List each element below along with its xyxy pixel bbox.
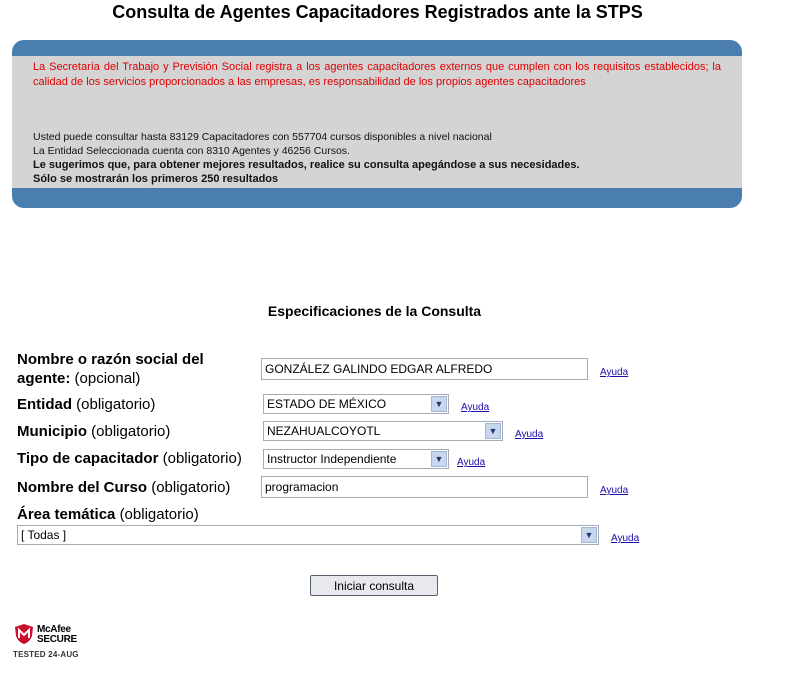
tipo-select[interactable] bbox=[263, 449, 449, 469]
entidad-select[interactable] bbox=[263, 394, 449, 414]
nombre-req: (opcional) bbox=[74, 370, 141, 387]
curso-label bbox=[17, 478, 230, 497]
info-line-entidad: La Entidad Seleccionada cuenta con 8310 Agentes y 46256 Cursos. bbox=[33, 145, 350, 157]
entidad-label-text: Entidad bbox=[17, 396, 72, 413]
mcafee-secure-badge[interactable] bbox=[13, 623, 103, 668]
info-panel bbox=[12, 40, 742, 208]
entidad-label bbox=[17, 395, 155, 414]
entidad-help-link[interactable]: Ayuda bbox=[461, 402, 490, 413]
area-select-value: [ Todas ] bbox=[21, 528, 67, 542]
curso-req: (obligatorio) bbox=[151, 479, 231, 496]
municipio-label bbox=[17, 422, 170, 441]
area-select[interactable] bbox=[17, 525, 599, 545]
mcafee-brand-top: McAfee bbox=[37, 624, 71, 635]
area-label bbox=[17, 505, 199, 524]
area-req: (obligatorio) bbox=[119, 506, 199, 523]
nombre-input[interactable]: GONZÁLEZ GALINDO EDGAR ALFREDO bbox=[261, 358, 588, 380]
notice-text: La Secretaría del Trabajo y Previsión Social registra a los agentes capacitadores externos que cumplen con los requisitos establecidos; la calidad de los servicios proporcionados a las empresas, es responsabilidad de los propios agentes capacitadores bbox=[33, 61, 721, 88]
nombre-label-line2: agente: bbox=[17, 370, 71, 387]
municipio-req: (obligatorio) bbox=[91, 423, 171, 440]
info-line-limit: Sólo se mostrarán los primeros 250 resultados bbox=[33, 173, 279, 185]
page-title: Consulta de Agentes Capacitadores Registrados ante la STPS bbox=[112, 2, 643, 22]
mcafee-brand bbox=[37, 625, 77, 645]
nombre-label bbox=[17, 350, 204, 388]
municipio-label-text: Municipio bbox=[17, 423, 87, 440]
area-label-text: Área temática bbox=[17, 506, 116, 523]
curso-help-link[interactable]: Ayuda bbox=[600, 485, 629, 496]
municipio-help-link[interactable]: Ayuda bbox=[515, 429, 544, 440]
info-lines bbox=[33, 130, 733, 186]
tipo-help-link[interactable]: Ayuda bbox=[457, 457, 486, 468]
tipo-label-text: Tipo de capacitador bbox=[17, 450, 159, 467]
mcafee-shield-icon bbox=[13, 623, 35, 645]
chevron-down-icon[interactable]: ▼ bbox=[431, 451, 447, 467]
curso-label-text: Nombre del Curso bbox=[17, 479, 148, 496]
section-title: Especificaciones de la Consulta bbox=[267, 303, 482, 319]
tipo-label bbox=[17, 449, 242, 468]
tipo-req: (obligatorio) bbox=[162, 450, 242, 467]
municipio-select-value: NEZAHUALCOYOTL bbox=[267, 424, 381, 438]
info-line-suggestion: Le sugerimos que, para obtener mejores resultados, realice su consulta apegándose a sus necesidades. bbox=[33, 159, 580, 171]
entidad-req: (obligatorio) bbox=[76, 396, 156, 413]
curso-input[interactable]: programacion bbox=[261, 476, 588, 498]
info-line-capacitadores: Usted puede consultar hasta 83129 Capacitadores con 557704 cursos disponibles a nivel nacional bbox=[33, 131, 492, 143]
submit-button[interactable]: Iniciar consulta bbox=[310, 575, 438, 596]
chevron-down-icon[interactable]: ▼ bbox=[431, 396, 447, 412]
mcafee-brand-bottom: SECURE bbox=[37, 634, 77, 645]
municipio-select[interactable] bbox=[263, 421, 503, 441]
panel-bottom-band bbox=[12, 188, 742, 208]
area-help-link[interactable]: Ayuda bbox=[611, 533, 640, 544]
tipo-select-value: Instructor Independiente bbox=[267, 452, 397, 466]
entidad-select-value: ESTADO DE MÉXICO bbox=[267, 397, 387, 411]
nombre-help-link[interactable]: Ayuda bbox=[600, 367, 629, 378]
chevron-down-icon[interactable]: ▼ bbox=[485, 423, 501, 439]
mcafee-tested-date: TESTED 24-AUG bbox=[13, 650, 79, 659]
panel-top-band bbox=[12, 40, 742, 56]
nombre-label-line1: Nombre o razón social del bbox=[17, 351, 204, 368]
chevron-down-icon[interactable]: ▼ bbox=[581, 527, 597, 543]
